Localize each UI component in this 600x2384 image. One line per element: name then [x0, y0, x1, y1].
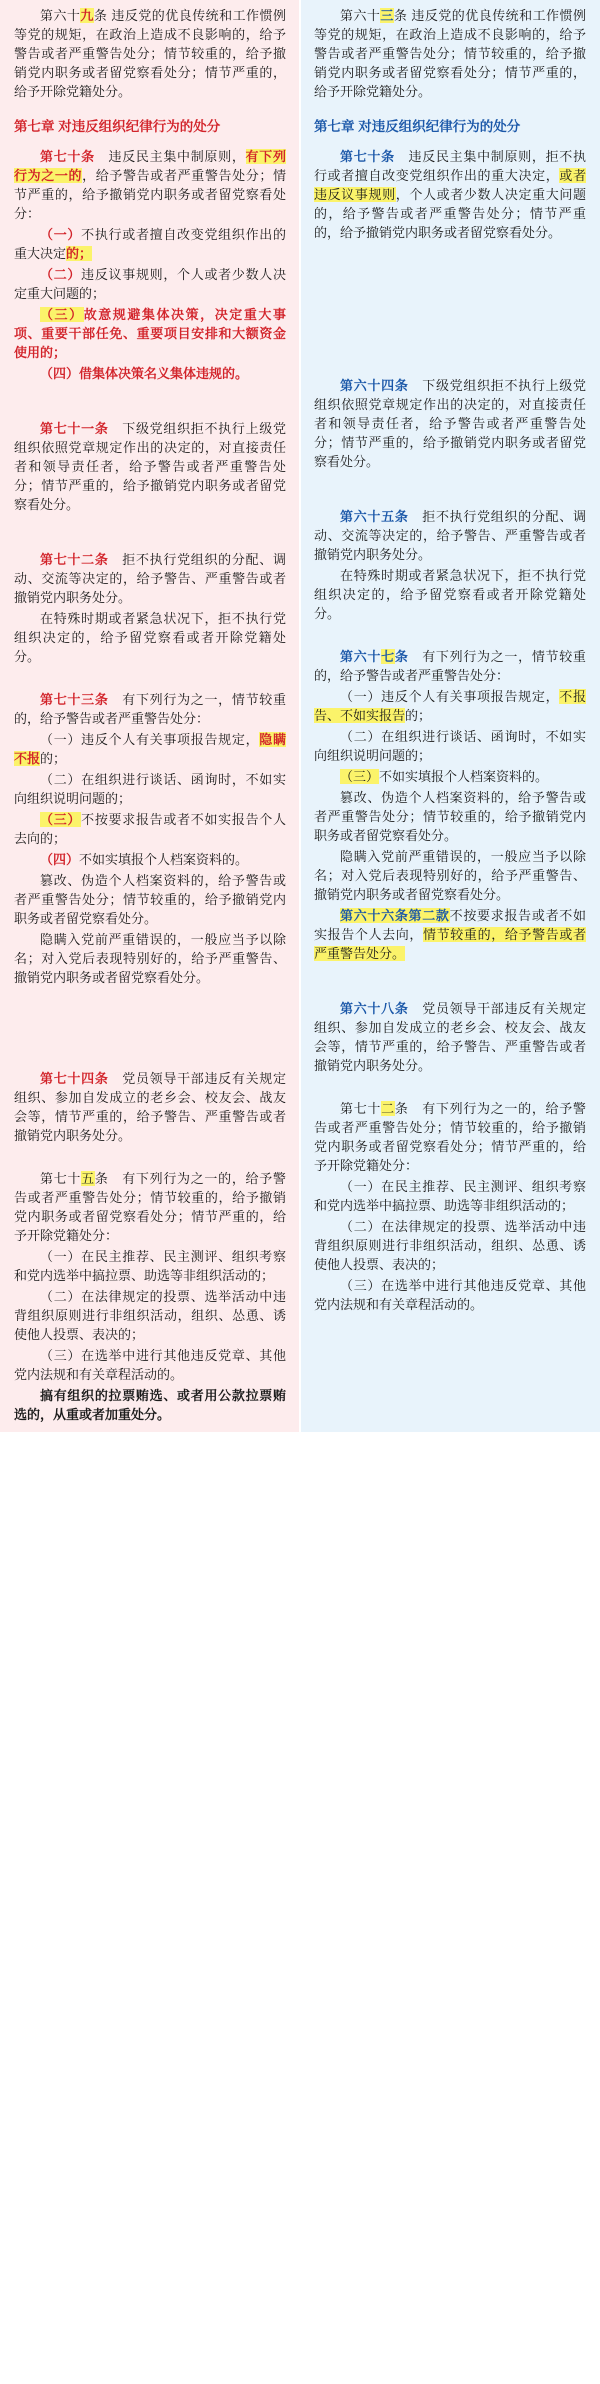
left-art70-item1-number: （一）	[40, 227, 82, 242]
left-art73-item4-number: （四）	[40, 852, 80, 867]
right-art72-item1-number: （一）	[340, 1179, 382, 1194]
left-art70-item-1	[14, 225, 286, 263]
right-art66-clause-highlight: 情节较重的，给予警告或者严重警告处分。	[314, 927, 586, 961]
left-art70-item3-number-highlight: （三）	[40, 307, 84, 322]
right-art67-body: 有下列行为之一，情节较重的，给予警告或者严重警告处分：	[314, 649, 586, 683]
right-art66-clause-text: 不按要求报告或者不如实报告个人去向，	[314, 908, 586, 942]
left-art73-conceal-paragraph: 隐瞒入党前严重错误的，一般应当予以除名；对入党后表现特别好的，给予严重警告、撤销党内职务或者留党察看处分。	[14, 932, 286, 985]
left-art74-body: 党员领导干部违反有关规定组织、参加自发成立的老乡会、校友会、战友会等，情节严重的，给予警告、严重警告或者撤销党内职务处分。	[14, 1071, 286, 1143]
right-art63-body: 条 违反党的优良传统和工作惯例等党的规矩，在政治上造成不良影响的，给予警告或者严重警告处分；情节较重的，给予撤销党内职务或者留党察看处分；情节严重的，给予开除党籍处分。	[314, 8, 586, 99]
right-art72-item1-text: 在民主推荐、民主测评、组织考察和党内选举中搞拉票、助选等非组织活动的；	[314, 1179, 586, 1213]
right-art67-item-1	[314, 687, 586, 725]
right-art68-body: 党员领导干部违反有关规定组织、参加自发成立的老乡会、校友会、战友会等，情节严重的，给予警告、严重警告或者撤销党内职务处分。	[314, 1001, 586, 1073]
right-art72-item2-number: （二）	[340, 1219, 382, 1234]
left-art75-number-prefix: 第七十	[40, 1171, 82, 1186]
right-art72-item-2	[314, 1217, 586, 1274]
column-divider	[299, 0, 301, 1432]
left-art75-item1-text: 在民主推荐、民主测评、组织考察和党内选举中搞拉票、助选等非组织活动的；	[14, 1249, 286, 1283]
left-art70-body-b: ，给予警告或者严重警告处分；情节严重的，给予撤销党内职务或者留党察看处分：	[14, 168, 286, 221]
right-art67-item-2	[314, 727, 586, 765]
left-art73-item1-number: （一）	[40, 732, 82, 747]
right-article-70	[314, 147, 586, 242]
left-art70-item-4	[14, 364, 286, 383]
left-article-69	[14, 6, 286, 101]
left-art70-highlight: 有下列行为之一的	[14, 149, 286, 183]
left-art75-item-2	[14, 1287, 286, 1344]
right-article-63	[314, 6, 586, 101]
left-article-71	[14, 419, 286, 514]
right-art65-body: 拒不执行党组织的分配、调动、交流等决定的，给予警告、严重警告或者撤销党内职务处分。	[314, 509, 586, 562]
left-art74-number: 第七十四条	[40, 1071, 109, 1086]
left-art70-item2-text: 违反议事规则，个人或者少数人决定重大问题的；	[14, 267, 286, 301]
left-art75-item2-text: 在法律规定的投票、选举活动中违背组织原则进行非组织活动，组织、怂恿、诱使他人投票、表决的；	[14, 1289, 286, 1342]
left-art70-item1-text: 不执行或者擅自改变党组织作出的重大决定	[14, 227, 286, 261]
left-art75-item3-text: 在选举中进行其他违反党章、其他党内法规和有关章程活动的。	[14, 1348, 286, 1382]
left-chapter-heading: 第七章 对违反组织纪律行为的处分	[14, 119, 221, 134]
right-art64-number: 第六十四条	[340, 378, 409, 393]
left-art70-item1-tail-highlight: 的；	[66, 246, 93, 261]
right-art67-number-suffix: 条	[394, 649, 409, 664]
right-art72-number-suffix: 条	[394, 1101, 409, 1116]
left-art69-number-highlight: 九	[80, 8, 94, 23]
right-art67-item3-text: 不如实填报个人档案资料的。	[379, 769, 549, 784]
left-art71-body: 下级党组织拒不执行上级党组织依照党章规定作出的决定的，对直接责任者和领导责任者，给予警告或者严重警告处分；情节严重的，给予撤销党内职务或者留党察看处分。	[14, 421, 286, 512]
right-art67-number-prefix: 第六十	[340, 649, 382, 664]
right-article-68	[314, 999, 586, 1075]
right-art67-item-3	[314, 767, 586, 786]
right-art65-number: 第六十五条	[340, 509, 409, 524]
left-art70-number: 第七十条	[40, 149, 95, 164]
right-art72-number-highlight: 二	[381, 1101, 395, 1116]
left-art69-body: 条 违反党的优良传统和工作惯例等党的规矩，在政治上造成不良影响的，给予警告或者严重警告处分；情节较重的，给予撤销党内职务或者留党察看处分；情节严重的，给予开除党籍处分。	[14, 8, 286, 99]
right-art65-paragraph-2: 在特殊时期或者紧急状况下，拒不执行党组织决定的，给予留党察看或者开除党籍处分。	[314, 568, 586, 621]
right-art66-reference-highlight: 第六十六条第二款	[340, 908, 450, 923]
right-art63-prefix: 第六十	[340, 8, 381, 23]
left-art75-item-3	[14, 1346, 286, 1384]
right-art72-body: 有下列行为之一的，给予警告或者严重警告处分；情节较重的，给予撤销党内职务或者留党察看处分；情节严重的，给予开除党籍处分：	[314, 1101, 586, 1173]
right-art70-body-b: ，个人或者少数人决定重大问题的，给予警告或者严重警告处分；情节严重的，给予撤销党内职务或者留党察看处分。	[314, 187, 586, 240]
right-art67-conceal-paragraph: 隐瞒入党前严重错误的，一般应当予以除名；对入党后表现特别好的，给予严重警告、撤销党内职务或者留党察看处分。	[314, 849, 586, 902]
right-art67-item2-number: （二）	[340, 729, 382, 744]
left-art75-body: 有下列行为之一的，给予警告或者严重警告处分；情节较重的，给予撤销党内职务或者留党察看处分；情节严重的，给予开除党籍处分：	[14, 1171, 286, 1243]
left-art73-item-4	[14, 850, 286, 869]
right-art72-item-3	[314, 1276, 586, 1314]
right-art72-item3-text: 在选举中进行其他违反党章、其他党内法规和有关章程活动的。	[314, 1278, 586, 1312]
right-article-65	[314, 507, 586, 623]
left-article-70	[14, 147, 286, 383]
right-art70-number: 第七十条	[340, 149, 395, 164]
right-art67-forge-paragraph: 篡改、伪造个人档案资料的，给予警告或者严重警告处分；情节较重的，给予撤销党内职务或者留党察看处分。	[314, 790, 586, 843]
right-art72-item3-number: （三）	[340, 1278, 382, 1293]
left-art73-forge-paragraph: 篡改、伪造个人档案资料的，给予警告或者严重警告处分；情节较重的，给予撤销党内职务或者留党察看处分。	[14, 873, 286, 926]
left-art73-item-1	[14, 730, 286, 768]
left-art70-body-a: 违反民主集中制原则，	[108, 149, 246, 164]
left-art73-item-3	[14, 810, 286, 848]
left-art73-item4-text: 不如实填报个人档案资料的。	[79, 852, 249, 867]
right-art67-item1-highlight: 不报告、不如实报告	[314, 689, 586, 723]
left-art73-item3-text: 不按要求报告或者不如实报告个人去向的；	[14, 812, 286, 846]
right-art67-item1-number: （一）	[340, 689, 382, 704]
left-art75-item3-number: （三）	[40, 1348, 82, 1363]
left-art70-item4-number: （四）	[40, 366, 80, 381]
right-art67-number-highlight: 七	[381, 649, 395, 664]
left-art75-tail: 搞有组织的拉票贿选、或者用公款拉票贿选的，从重或者加重处分。	[14, 1388, 286, 1422]
left-art73-body: 有下列行为之一，情节较重的，给予警告或者严重警告处分：	[14, 692, 286, 726]
left-art70-item2-number: （二）	[40, 267, 82, 282]
left-column-new-version	[0, 0, 300, 1432]
right-art72-item2-text: 在法律规定的投票、选举活动中违背组织原则进行非组织活动，组织、怂恿、诱使他人投票、表决的；	[314, 1219, 586, 1272]
left-art73-item-2	[14, 770, 286, 808]
right-art72-number-prefix: 第七十	[340, 1101, 382, 1116]
left-art75-number-highlight: 五	[81, 1171, 95, 1186]
left-article-74	[14, 1069, 286, 1145]
left-art73-item2-text: 在组织进行谈话、函询时，不如实向组织说明问题的；	[14, 772, 286, 806]
left-art75-item2-number: （二）	[40, 1289, 82, 1304]
right-column-old-version	[300, 0, 600, 1432]
left-article-73	[14, 690, 286, 987]
left-article-75	[14, 1169, 286, 1424]
left-art73-item1-text-a: 违反个人有关事项报告规定，	[81, 732, 260, 747]
right-art66-clause-2	[314, 906, 586, 963]
left-art70-item-3	[14, 305, 286, 362]
right-art70-body-a: 违反民主集中制原则，拒不执行或者擅自改变党组织作出的重大决定，	[314, 149, 586, 183]
right-chapter-heading: 第七章 对违反组织纪律行为的处分	[314, 119, 521, 134]
right-art67-item2-text: 在组织进行谈话、函询时，不如实向组织说明问题的；	[314, 729, 586, 763]
right-art63-number-highlight: 三	[380, 8, 394, 23]
left-art73-item1-highlight: 隐瞒不报	[14, 732, 286, 766]
left-art71-number: 第七十一条	[40, 421, 109, 436]
left-art69-prefix: 第六十	[40, 8, 81, 23]
left-art75-item1-number: （一）	[40, 1249, 82, 1264]
right-article-72	[314, 1099, 586, 1314]
right-art67-item1-text-b: 的；	[405, 708, 432, 723]
left-art72-number: 第七十二条	[40, 552, 109, 567]
left-art72-body: 拒不执行党组织的分配、调动、交流等决定的，给予警告、严重警告或者撤销党内职务处分。	[14, 552, 286, 605]
right-art64-body: 下级党组织拒不执行上级党组织依照党章规定作出的决定的，对直接责任者和领导责任者，给予警告或者严重警告处分；情节严重的，给予撤销党内职务或者留党察看处分。	[314, 378, 586, 469]
left-art70-item4-text: 借集体决策名义集体违规的。	[79, 366, 249, 381]
right-art67-item1-text-a: 违反个人有关事项报告规定，	[381, 689, 560, 704]
right-article-67	[314, 647, 586, 963]
left-art73-item3-number-highlight: （三）	[40, 812, 82, 827]
left-art70-item-2	[14, 265, 286, 303]
right-article-64	[314, 376, 586, 471]
right-art68-number: 第六十八条	[340, 1001, 409, 1016]
left-art75-number-suffix: 条	[94, 1171, 109, 1186]
right-art67-item3-number-highlight: （三）	[340, 769, 380, 784]
left-article-72	[14, 550, 286, 666]
left-art75-item-1	[14, 1247, 286, 1285]
right-art70-highlight: 或者违反议事规则	[314, 168, 586, 202]
left-art73-number: 第七十三条	[40, 692, 109, 707]
left-art72-paragraph-2: 在特殊时期或者紧急状况下，拒不执行党组织决定的，给予留党察看或者开除党籍处分。	[14, 611, 286, 664]
left-art73-item1-text-b: 的；	[40, 751, 67, 766]
left-art73-item2-number: （二）	[40, 772, 82, 787]
right-art72-item-1	[314, 1177, 586, 1215]
left-art70-item3-text: 故意规避集体决策，决定重大事项、重要干部任免、重要项目安排和大额资金使用的；	[14, 307, 286, 360]
